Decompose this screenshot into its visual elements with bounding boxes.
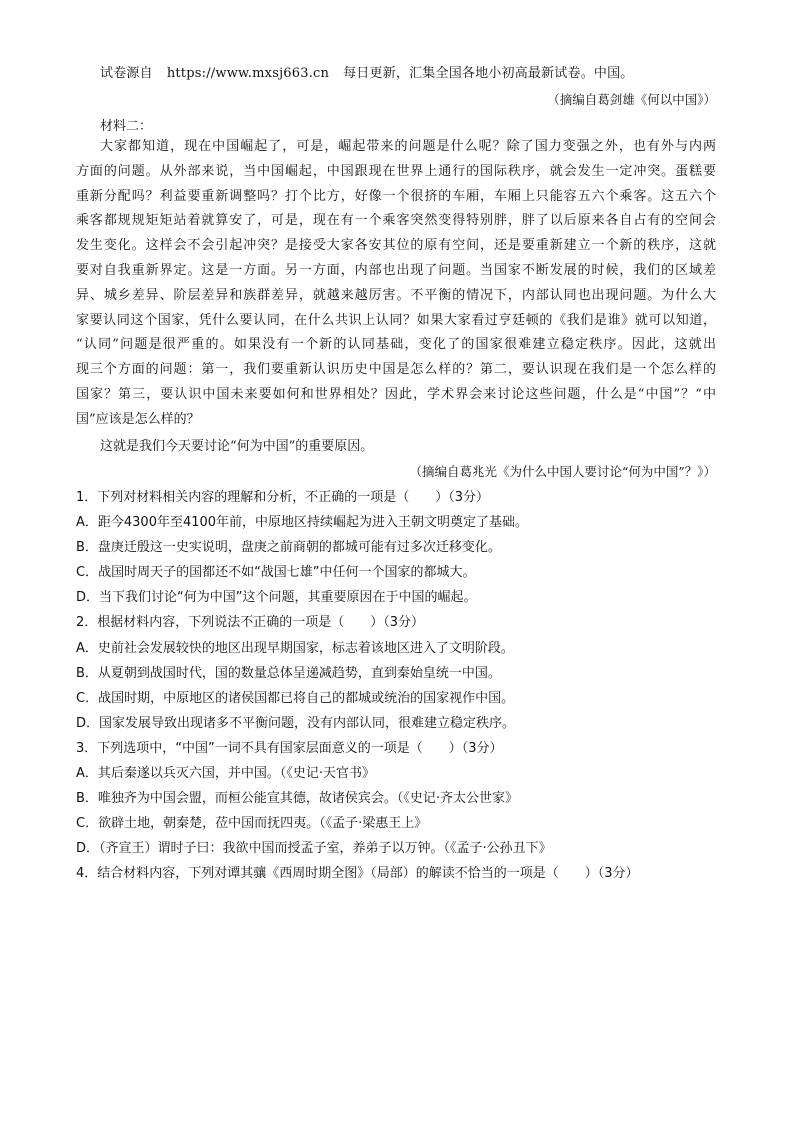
question-list [76,485,726,887]
passage-line: 重新分配吗？利益要重新调整吗？打个比方，好像一个很挤的车厢，车厢上只能容五六个乘客。这五六个 [76,188,716,204]
question-2-option-c: C．战国时期，中原地区的诸侯国都已将自己的都城或统治的国家视作中国。 [76,690,515,706]
passage-line: 国”应该是怎么样的？ [76,411,200,427]
source-header [100,62,634,81]
passage-line: 大家都知道，现在中国崛起了，可是，崛起带来的问题是什么呢？除了国力变强之外，也有外与内两 [100,139,716,154]
material-2-passage [76,135,716,433]
question-1-stem: 1．下列对材料相关内容的理解和分析，不正确的一项是（ ）（3分） [76,490,490,505]
passage-line: “认同”问题是很严重的。如果没有一个新的认同基础，变化了的国家很难建立稳定秩序。因此，这就出 [76,337,716,353]
question-3-option-b: B．唯独齐为中国会盟，而桓公能宣其德，故诸侯宾会。（《史记·齐太公世家》 [76,791,519,807]
question-2-option-b: B．从夏朝到战国时代，国的数量总体呈递减趋势，直到秦始皇统一中国。 [76,665,501,681]
passage-line: 家要认同这个国家，凭什么要认同，在什么共识上认同？如果大家看过亨廷顿的《我们是谁》就可以知道， [76,312,716,328]
passage-line: 发生变化。这样会不会引起冲突？是接受大家各安其位的原有空间，还是要重新建立一个新的秩序，这就 [76,238,716,254]
question-2-option-d: D．国家发展导致出现诸多不平衡问题，没有内部认同，很难建立稳定秩序。 [76,715,516,731]
passage-line: 现三个方面的问题：第一，我们要重新认识历史中国是怎么样的？第二，要认识现在我们是一个怎么样的 [76,362,716,378]
question-1-option-d: D．当下我们讨论“何为中国”这个问题，其重要原因在于中国的崛起。 [76,590,477,606]
question-1-option-b: B．盘庚迁殷这一史实说明，盘庚之前商朝的都城可能有过多次迁移变化。 [76,540,501,556]
material-2-closing [76,435,716,460]
passage-line: 方面的问题。从外部来说，当中国崛起，中国跟现在世界上通行的国际秩序，就会发生一定冲突。蛋糕要 [76,163,716,179]
question-2-option-a: A．史前社会发展较快的地区出现早期国家，标志着该地区进入了文明阶段。 [76,640,514,656]
source-label: 试卷源自 [100,66,153,81]
passage-line: 异、城乡差异、阶层差异和族群差异，就越来越厉害。不平衡的情况下，内部认同也出现问题。为什么大 [76,287,716,303]
question-3-stem: 3．下列选项中，“中国”一词不具有国家层面意义的一项是（ ）（3分） [76,740,503,756]
attribution-material-1: （摘编自葛剑雄《何以中国》） [547,92,716,107]
passage-line: 乘客都规规矩矩站着就算安了，可是，现在有一个乘客突然变得特别胖，胖了以后原来各自占有的空间会 [76,213,716,229]
passage-line: 国家？第三，要认识中国未来要如何和世界相处？因此，学术界会来讨论这些问题，什么是“中国”？“中 [76,386,716,402]
question-1-option-a: A．距今4300年至4100年前，中原地区持续崛起为进入王朝文明奠定了基础。 [76,515,529,531]
question-3-option-c: C．欲辟土地，朝秦楚，莅中国而抚四夷。（《孟子·梁惠王上》 [76,816,428,832]
question-3-option-a: A．其后秦遂以兵灭六国，并中国。（《史记·天官书》 [76,766,376,782]
material-2-title: 材料二： [100,119,153,134]
question-4-stem: 4．结合材料内容，下列对谭其骧《西周时期全图》（局部）的解读不恰当的一项是（ ）（3分） [76,866,639,882]
question-3-option-d: D．（齐宣王）谓时子曰：我欲中国而授孟子室，养弟子以万钟。（《孟子·公孙丑下》 [76,841,552,857]
closing-line: 这就是我们今天要讨论“何为中国”的重要原因。 [100,439,374,454]
attribution-material-2: （摘编自葛兆光《为什么中国人要讨论“何为中国”？》） [409,464,716,479]
source-url-link[interactable]: https://www.mxsj663.cn [166,66,330,81]
question-2-stem: 2．根据材料内容，下列说法不正确的一项是（ ）（3分） [76,615,425,631]
source-tagline: 每日更新，汇集全国各地小初高最新试卷。中国。 [343,66,634,81]
question-1-option-c: C．战国时周天子的国都还不如“战国七雄”中任何一个国家的都城大。 [76,565,476,581]
passage-line: 要对自我重新界定。这是一方面。另一方面，内部也出现了问题。当国家不断发展的时候，我们的区域差 [76,262,716,278]
